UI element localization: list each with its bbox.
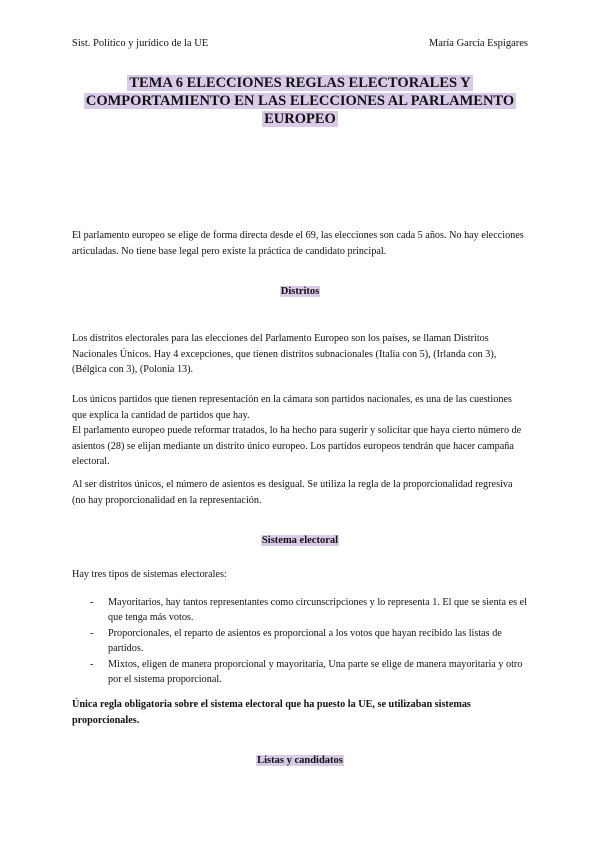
list-bullet: - xyxy=(90,628,94,639)
title-line-3: EUROPEO xyxy=(264,111,336,127)
heading-sistema-electoral: Sistema electoral xyxy=(261,535,339,546)
title-line-2: COMPORTAMIENTO EN LAS ELECCIONES AL PARLAMENTO xyxy=(85,93,515,109)
distritos-paragraph-2b: El parlamento europeo puede reformar tratados, lo ha hecho para sugerir y solicitar que haya cierto número de asientos (28) se elijan mediante un distrito único europeo. Los partidos europeos tendrán que hacer campaña electoral. xyxy=(72,425,522,467)
list-item: - Proporcionales, el reparto de asientos es proporcional a los votos que hayan recibido las listas de partidos. xyxy=(90,628,502,654)
sistema-types-list xyxy=(72,596,528,689)
intro-paragraph: El parlamento europeo se elige de forma directa desde el 69, las elecciones son cada 5 años. No hay elecciones articuladas. No tiene base legal pero existe la práctica de candidato principal. xyxy=(72,230,524,257)
heading-listas-candidatos: Listas y candidatos xyxy=(257,755,343,766)
sistema-intro: Hay tres tipos de sistemas electorales: xyxy=(72,569,227,580)
heading-distritos: Distritos xyxy=(280,286,320,297)
distritos-paragraph-2a: Los únicos partidos que tienen representación en la cámara son partidos nacionales, es una de las cuestiones que explica la cantidad de partidos que hay. xyxy=(72,394,512,421)
distritos-paragraph-3: Al ser distritos únicos, el número de asientos es desigual. Se utiliza la regla de la proporcionalidad regresiva (no hay proporcionalidad en la representación. xyxy=(72,479,513,506)
header-author: María García Espigares xyxy=(428,38,528,49)
list-bullet: - xyxy=(90,597,94,608)
list-item: - Mixtos, eligen de manera proporcional y mayoritaria, Una parte se elige de manera mayoritaria y otro por el sistema proporcional. xyxy=(90,659,523,685)
header-course: Sist. Político y jurídico de la UE xyxy=(72,38,209,49)
list-item: - Mayoritarios, hay tantos representantes como circunscripciones y lo representa 1. El que se sienta es el que tenga más votos. xyxy=(90,597,527,623)
list-bullet: - xyxy=(90,659,94,670)
distritos-paragraph-1: Los distritos electorales para las elecciones del Parlamento Europeo son los países, se llaman Distritos Nacionales Únicos. Hay 4 excepciones, que tienen distritos subnacionales (Italia con 5), (Irlanda con 3), (Bélgica con 3), (Polonia 13). xyxy=(72,333,497,375)
title-line-1: TEMA 6 ELECCIONES REGLAS ELECTORALES Y xyxy=(129,75,471,91)
sistema-bold-note: Única regla obligatoria sobre el sistema electoral que ha puesto la UE, se utilizaban sistemas proporcionales. xyxy=(72,699,471,726)
document-title xyxy=(80,74,520,128)
